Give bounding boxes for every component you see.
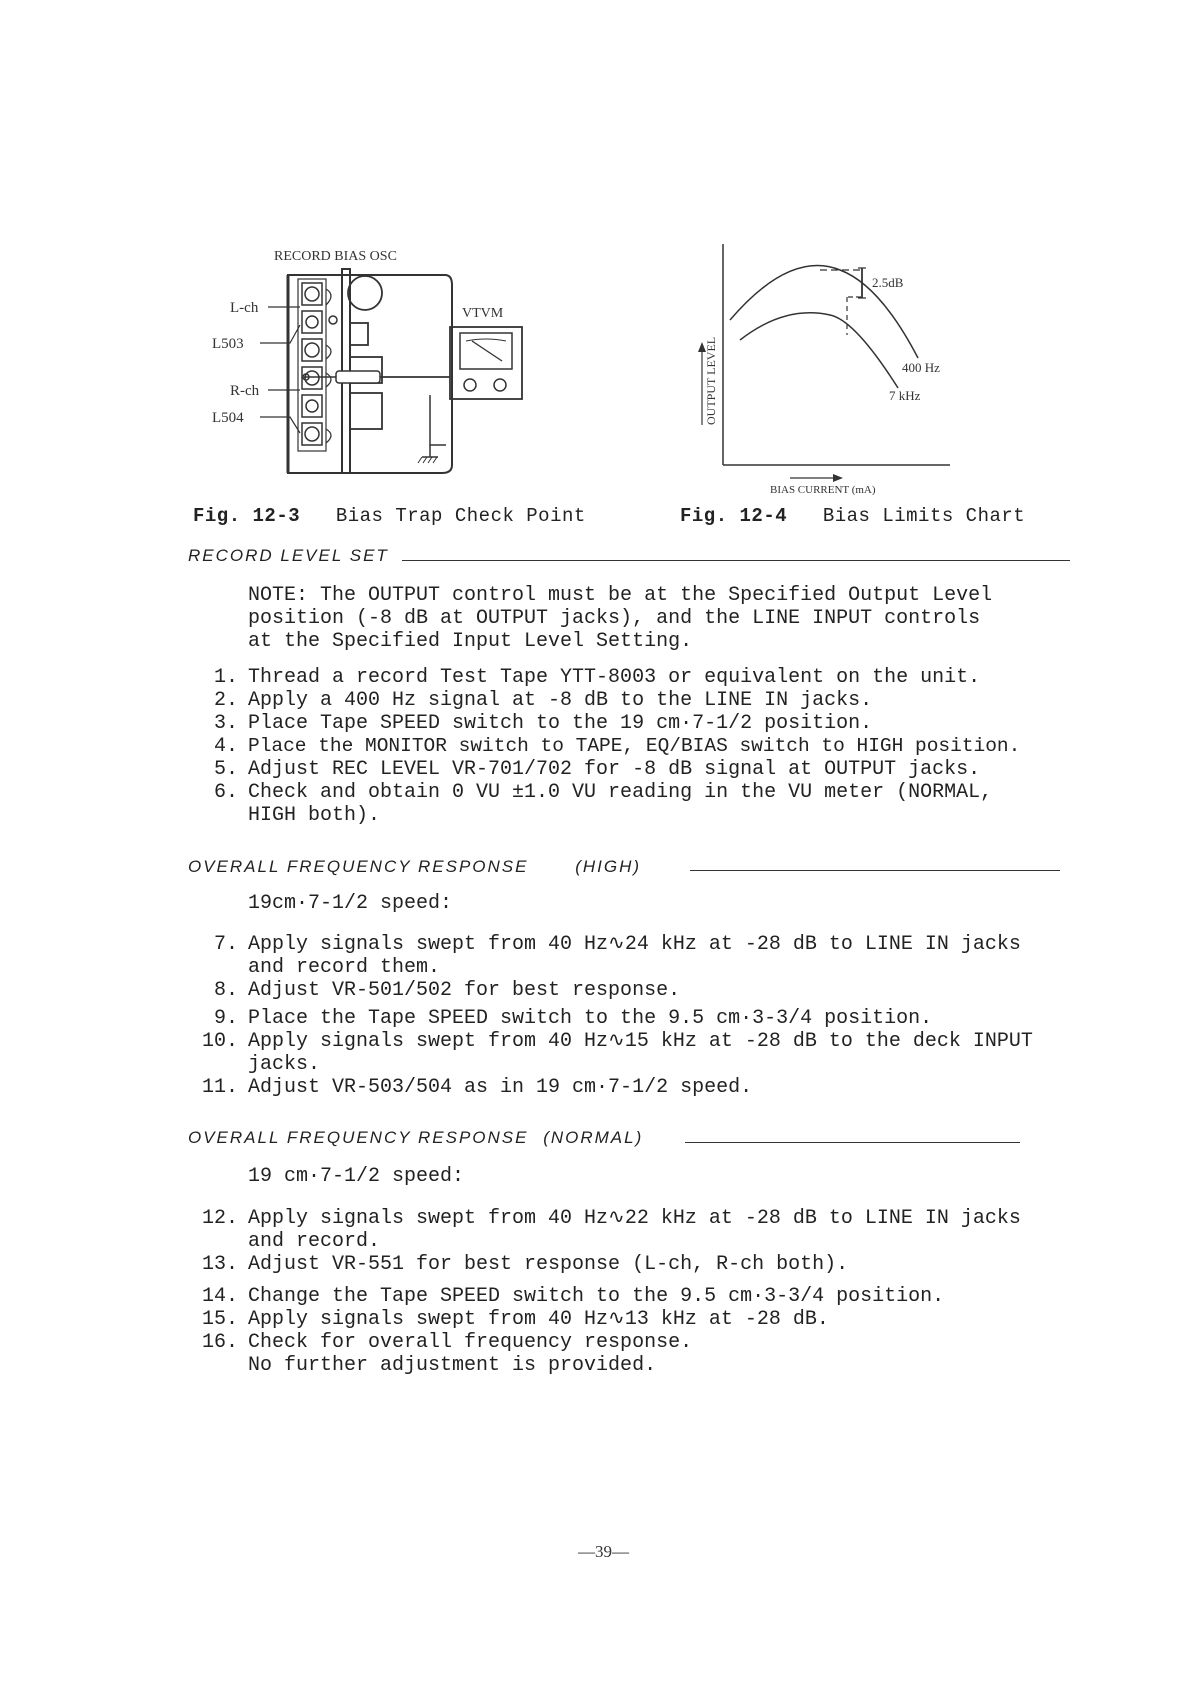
step-number: 14. xyxy=(201,1285,238,1308)
fig4-caption xyxy=(680,505,1025,527)
step-number: 6. xyxy=(213,781,238,804)
note-line-2: position (-8 dB at OUTPUT jacks), and the LINE INPUT controls xyxy=(248,607,981,630)
step-text: HIGH both). xyxy=(248,804,381,827)
step-text: and record. xyxy=(248,1230,381,1253)
step-text: Adjust VR-551 for best response (L-ch, R-ch both). xyxy=(248,1253,849,1276)
step-number: 8. xyxy=(213,979,238,1002)
curve-7khz xyxy=(740,313,898,388)
fig4-caption-text: Bias Limits Chart xyxy=(822,505,1026,527)
freq-high-heading-suffix: (HIGH) xyxy=(575,857,642,876)
x-axis-label: BIAS CURRENT (mA) xyxy=(770,484,876,495)
step-number: 2. xyxy=(213,689,238,712)
bias-trap-diagram xyxy=(210,245,580,490)
delta-label: 2.5dB xyxy=(872,275,904,290)
step-text: No further adjustment is provided. xyxy=(248,1354,657,1377)
step-text: jacks. xyxy=(248,1053,321,1076)
step-text: Place the Tape SPEED switch to the 9.5 cm·3-3/4 position. xyxy=(248,1007,933,1030)
step-text: Change the Tape SPEED switch to the 9.5 cm·3-3/4 position. xyxy=(248,1285,945,1308)
step-number: 4. xyxy=(213,735,238,758)
step-number: 3. xyxy=(213,712,238,735)
l504-label: L504 xyxy=(212,410,244,426)
step-text: Thread a record Test Tape YTT-8003 or equivalent on the unit. xyxy=(248,666,981,689)
record-level-rule xyxy=(402,560,1070,561)
step-number: 13. xyxy=(201,1253,238,1276)
lch-label: L-ch xyxy=(230,300,259,316)
step-number: 5. xyxy=(213,758,238,781)
fig3-caption-text: Bias Trap Check Point xyxy=(335,505,586,527)
step-text: Check for overall frequency response. xyxy=(248,1331,693,1354)
curve2-label: 7 kHz xyxy=(889,388,921,403)
bias-limits-chart xyxy=(680,240,980,495)
step-text: Adjust VR-503/504 as in 19 cm·7-1/2 speed. xyxy=(248,1076,753,1099)
y-axis-label: OUTPUT LEVEL xyxy=(704,336,718,425)
step-number: 7. xyxy=(213,933,238,956)
freq-high-heading xyxy=(188,857,641,877)
step-number: 11. xyxy=(201,1076,238,1099)
vtvm-label: VTVM xyxy=(462,306,504,321)
step-number: 9. xyxy=(213,1007,238,1030)
step-text: Adjust VR-501/502 for best response. xyxy=(248,979,681,1002)
curve1-label: 400 Hz xyxy=(902,360,940,375)
step-text: Apply signals swept from 40 Hz∿22 kHz at -28 dB to LINE IN jacks xyxy=(248,1207,1021,1230)
freq-high-speed: 19cm·7-1/2 speed: xyxy=(248,892,453,915)
freq-high-heading-text: OVERALL FREQUENCY RESPONSE xyxy=(188,857,529,876)
note-line-1: NOTE: The OUTPUT control must be at the Specified Output Level xyxy=(248,584,993,607)
step-number: 16. xyxy=(201,1331,238,1354)
fig3-title: RECORD BIAS OSC xyxy=(274,249,397,264)
freq-normal-heading xyxy=(188,1128,643,1148)
l503-label: L503 xyxy=(212,336,244,352)
record-level-heading: RECORD LEVEL SET xyxy=(188,546,389,565)
step-text: Apply a 400 Hz signal at -8 dB to the LINE IN jacks. xyxy=(248,689,873,712)
step-text: Place the MONITOR switch to TAPE, EQ/BIAS switch to HIGH position. xyxy=(248,735,1021,757)
freq-normal-heading-text: OVERALL FREQUENCY RESPONSE xyxy=(188,1128,529,1147)
step-text: Apply signals swept from 40 Hz∿24 kHz at -28 dB to LINE IN jacks xyxy=(248,933,1021,956)
step-text: Apply signals swept from 40 Hz∿15 kHz at -28 dB to the deck INPUT xyxy=(248,1030,1033,1053)
rch-label: R-ch xyxy=(230,383,260,399)
page-number: —39— xyxy=(578,1542,629,1561)
freq-normal-heading-suffix: (NORMAL) xyxy=(543,1128,644,1147)
step-number: 12. xyxy=(201,1207,238,1230)
fig4-caption-label: Fig. 12-4 xyxy=(680,505,788,527)
step-text: Place Tape SPEED switch to the 19 cm·7-1/2 position. xyxy=(248,712,873,735)
step-number: 1. xyxy=(213,666,238,689)
step-text: Adjust REC LEVEL VR-701/702 for -8 dB signal at OUTPUT jacks. xyxy=(248,758,981,781)
freq-normal-rule xyxy=(685,1142,1020,1143)
step-text: Apply signals swept from 40 Hz∿13 kHz at -28 dB. xyxy=(248,1308,829,1331)
fig3-caption-label: Fig. 12-3 xyxy=(193,505,301,527)
note-line-3: at the Specified Input Level Setting. xyxy=(248,630,693,653)
fig3-caption xyxy=(193,505,586,527)
freq-high-rule xyxy=(690,870,1060,871)
step-number: 15. xyxy=(201,1308,238,1331)
step-number: 10. xyxy=(201,1030,238,1053)
step-text: Check and obtain 0 VU ±1.0 VU reading in the VU meter (NORMAL, xyxy=(248,781,993,804)
freq-normal-speed: 19 cm·7-1/2 speed: xyxy=(248,1165,465,1188)
step-text: and record them. xyxy=(248,956,441,979)
